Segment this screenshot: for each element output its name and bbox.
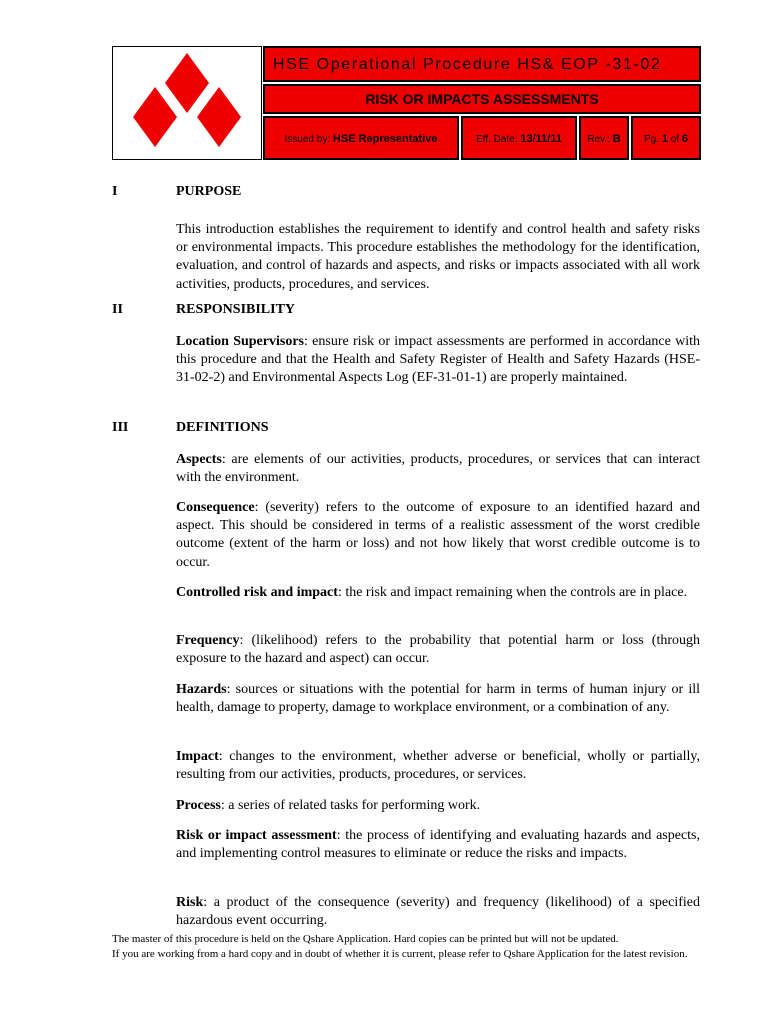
definition-term: Impact xyxy=(176,749,219,764)
responsibility-term: Location Supervisors xyxy=(176,334,304,349)
section-heading-responsibility: RESPONSIBILITY xyxy=(176,302,296,317)
diamond-logo-icon xyxy=(113,47,263,161)
page-label: Pg. xyxy=(644,134,660,145)
definition-term: Hazards xyxy=(176,682,227,697)
page-number-cell xyxy=(631,116,701,160)
definition-item xyxy=(176,681,700,717)
definition-item xyxy=(176,584,700,602)
issued-by-label: Issued by: xyxy=(284,134,331,145)
eff-date-label: Eff. Date: xyxy=(476,134,518,145)
definition-term: Risk or impact assessment xyxy=(176,828,337,843)
definition-term: Controlled risk and impact xyxy=(176,585,338,600)
responsibility-text: : ensure risk or impact assessments are performed in accordance with this procedure and that the Health and Safety Register of Health and Safety Hazards (HSE-31-02-2) and Environmental Aspects Log (EF-31-01-1) are properly maintained. xyxy=(176,334,700,386)
logo-diamond-top xyxy=(165,53,209,113)
definition-item xyxy=(176,827,700,863)
eff-date-value: 13/11/11 xyxy=(520,133,562,145)
definition-item xyxy=(176,748,700,784)
definition-item xyxy=(176,797,700,815)
section-heading-definitions: DEFINITIONS xyxy=(176,420,269,435)
definition-text: : are elements of our activities, products, procedures, or services that can interact with the environment. xyxy=(176,452,700,486)
responsibility-paragraph xyxy=(176,333,700,388)
definition-text: : changes to the environment, whether adverse or beneficial, wholly or partially, resulting from our activities, products, procedures, or services. xyxy=(176,749,700,783)
definition-text: : a series of related tasks for performing work. xyxy=(220,798,481,813)
definition-item xyxy=(176,499,700,572)
rev-value: B xyxy=(612,133,621,145)
definition-term: Process xyxy=(176,798,221,813)
logo-diamond-right xyxy=(197,87,241,147)
definition-term: Aspects xyxy=(176,452,222,467)
page-num: 1 xyxy=(661,133,668,145)
definition-item xyxy=(176,632,700,668)
revision-cell xyxy=(579,116,629,160)
definition-item xyxy=(176,451,700,487)
definition-text: : (severity) refers to the outcome of exposure to an identified hazard and aspect. This should be considered in terms of a realistic assessment of the worst credible outcome (extent of the harm or loss) and not how likely that worst credible outcome is to occur. xyxy=(176,500,700,570)
definition-text: : the risk and impact remaining when the controls are in place. xyxy=(337,585,688,600)
page-of: of xyxy=(670,134,680,145)
definition-text: : sources or situations with the potential for harm in terms of human injury or ill health, damage to property, damage to workplace environment, or a combination of any. xyxy=(176,682,700,716)
issued-by-cell xyxy=(263,116,459,160)
definition-text: : the process of identifying and evaluating hazards and aspects, and implementing control measures to eliminate or reduce the risks and impacts. xyxy=(176,828,700,862)
section-heading-purpose: PURPOSE xyxy=(176,184,242,199)
rev-label: Rev.: xyxy=(587,134,610,145)
page-total: 6 xyxy=(681,133,688,145)
page-footer xyxy=(112,932,712,962)
purpose-paragraph: This introduction establishes the requirement to identify and control health and safety risks or environmental impacts. This procedure establishes the methodology for the identification, evaluation, and control of hazards and aspects, and risks or impacts associated with all work activities, products, procedures, and services. xyxy=(176,222,700,292)
definition-item xyxy=(176,894,700,930)
definition-term: Risk xyxy=(176,895,204,910)
eff-date-cell xyxy=(461,116,577,160)
footer-line-1: The master of this procedure is held on the Qshare Application. Hard copies can be printed but will not be updated. xyxy=(112,933,619,945)
definition-term: Frequency xyxy=(176,633,240,648)
footer-line-2: If you are working from a hard copy and in doubt of whether it is current, please refer to Qshare Application for the latest revision. xyxy=(112,948,688,960)
section-number-purpose: I xyxy=(112,184,118,199)
section-number-definitions: III xyxy=(112,420,129,435)
company-logo xyxy=(112,46,262,160)
definition-term: Consequence xyxy=(176,500,255,515)
issued-by-value: HSE Representative xyxy=(332,133,438,145)
logo-diamond-left xyxy=(133,87,177,147)
document-title: HSE Operational Procedure HS& EOP -31-02 xyxy=(263,46,701,82)
document-subtitle: RISK OR IMPACTS ASSESSMENTS xyxy=(263,84,701,114)
definition-text: : (likelihood) refers to the probability that potential harm or loss (through exposure to the hazard and aspect) can occur. xyxy=(176,633,700,667)
definition-text: : a product of the consequence (severity) and frequency (likelihood) of a specified hazardous event occurring. xyxy=(176,895,700,929)
section-number-responsibility: II xyxy=(112,302,123,317)
